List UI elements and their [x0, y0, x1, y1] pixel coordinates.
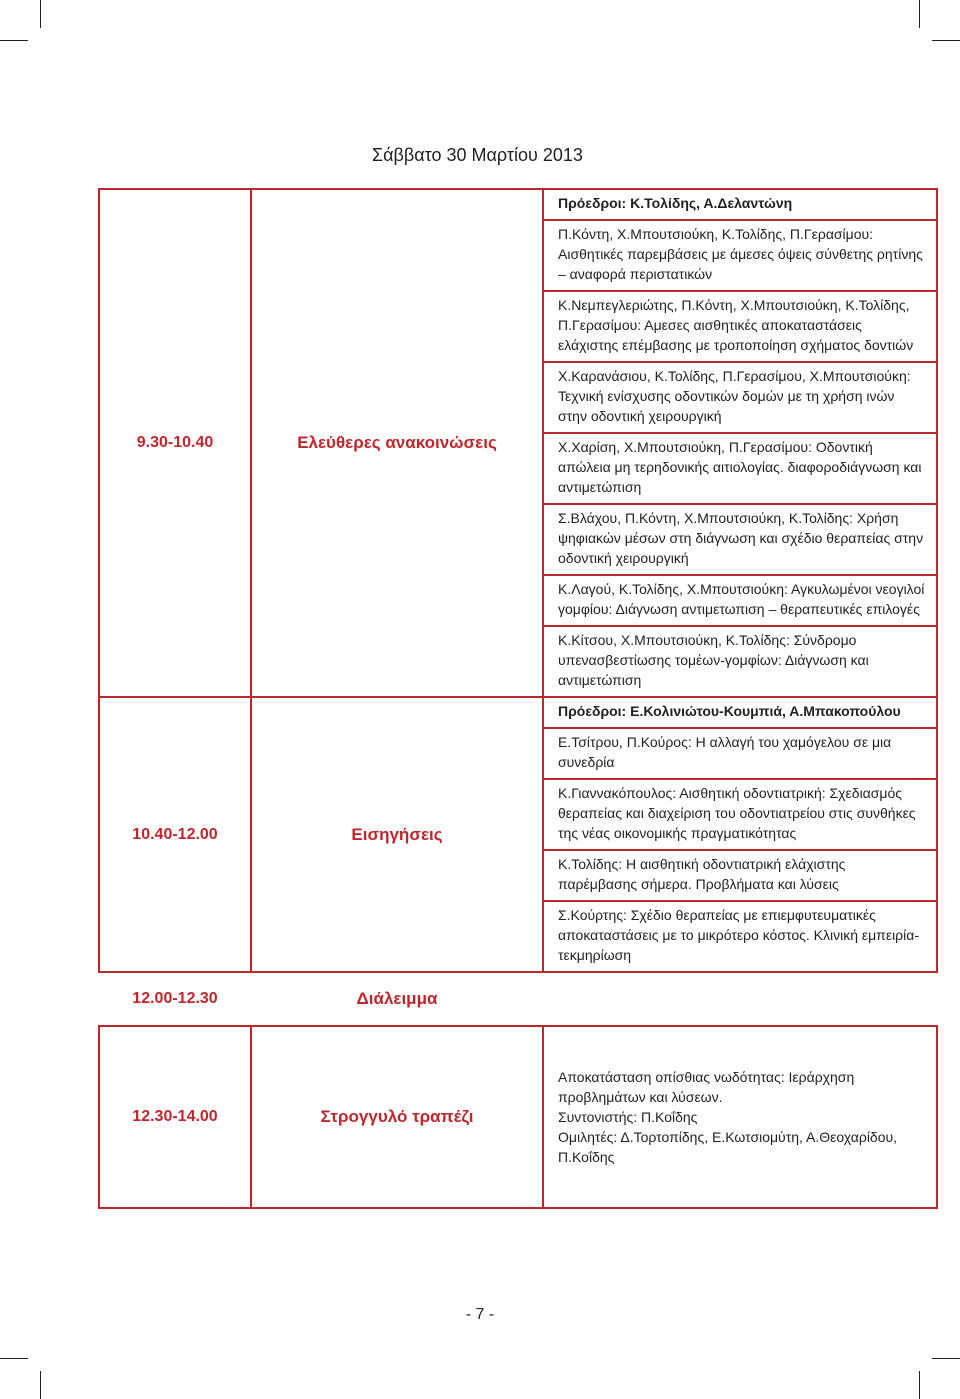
block-session: Ελεύθερες ανακοινώσεις [251, 189, 543, 697]
crop-mark-bottom-left [40, 1371, 41, 1399]
crop-mark-top-left [40, 0, 41, 28]
block-time: 9.30-10.40 [99, 189, 251, 697]
talk-item: Κ.Λαγού, Κ.Τολίδης, Χ.Μπουτσιούκη: Αγκυλωμένοι νεογιλοί γομφίου: Διάγνωση αντιμετωπιση – θεραπευτικές επιλογές [544, 576, 936, 627]
break-label: Διάλειμμα [356, 989, 438, 1008]
block-time: 12.30-14.00 [99, 1026, 251, 1208]
talk-item: Χ.Καρανάσιου, Κ.Τολίδης, Π.Γερασίμου, Χ.Μπουτσιούκη: Τεχνική ενίσχυσης οδοντικών δομών με τη χρήση ινών στην οδοντική χειρουργική [544, 363, 936, 434]
talk-item: Π.Κόντη, Χ.Μπουτσιούκη, Κ.Τολίδης, Π.Γερασίμου: Αισθητικές παρεμβάσεις με άμεσες όψεις σύνθετης ρητίνης – αναφορά περιστατικών [544, 221, 936, 292]
crop-mark-bottom-right-h [932, 1358, 960, 1359]
schedule-block-free-communications [99, 189, 937, 697]
crop-mark-bottom-left-h [0, 1358, 28, 1359]
schedule-block-round-table [99, 1026, 937, 1208]
round-table-topic: Αποκατάσταση οπίσθιας νωδότητας: Ιεράρχηση προβλημάτων και λύσεων. [558, 1068, 855, 1105]
crop-mark-top-right [919, 0, 920, 28]
block-session: Εισηγήσεις [251, 697, 543, 972]
break-row [99, 972, 937, 1026]
block-items [543, 1026, 937, 1208]
talk-item: Σ.Κούρτης: Σχέδιο θεραπείας με επιεμφυτευματικές αποκαταστάσεις με το μικρότερο κόστος. Κλινική εμπειρία-τεκμηρίωση [558, 907, 920, 963]
round-table-coordinator: Συντονιστής: Π.Κοΐδης [558, 1108, 698, 1125]
block-time: 10.40-12.00 [99, 697, 251, 972]
block-items [543, 697, 937, 972]
chairs-line: Πρόεδροι: Κ.Τολίδης, Α.Δελαντώνη [544, 190, 936, 221]
block-session: Στρογγυλό τραπέζι [251, 1026, 543, 1208]
talk-item: Κ.Νεμπεγλεριώτης, Π.Κόντη, Χ.Μπουτσιούκη, Κ.Τολίδης, Π.Γερασίμου: Αμεσες αισθητικές αποκαταστάσεις ελάχιστης επέμβασης με τροποποίηση σχήματος δοντιών [544, 292, 936, 363]
page-date: Σάββατο 30 Μαρτίου 2013 [372, 145, 583, 165]
schedule-table [98, 188, 938, 1209]
round-table-speakers: Ομιλητές: Δ.Τορτοπίδης, Ε.Κωτσιομύτη, Α.Θεοχαρίδου, Π.Κοΐδης [558, 1128, 898, 1165]
block-items [543, 189, 937, 697]
page-number: - 7 - [465, 1306, 495, 1323]
crop-mark-top-left-h [0, 40, 28, 41]
break-time: 12.00-12.30 [132, 990, 218, 1007]
talk-item: Ε.Τσίτρου, Π.Κούρος: Η αλλαγή του χαμόγελου σε μια συνεδρία [544, 729, 936, 780]
talk-item: Χ.Χαρίση, Χ.Μπουτσιούκη, Π.Γερασίμου: Οδοντική απώλεια μη τερηδονικής αιτιολογίας. διαφοροδιάγνωση και αντιμετώπιση [544, 434, 936, 505]
crop-mark-bottom-right [919, 1371, 920, 1399]
round-table-details [544, 1060, 936, 1175]
chairs-line: Πρόεδροι: Ε.Κολινιώτου-Κουμπιά, Α.Μπακοπούλου [544, 698, 936, 729]
crop-mark-top-right-h [932, 40, 960, 41]
talk-item: Κ.Κίτσου, Χ.Μπουτσιούκη, Κ.Τολίδης: Σύνδρομο υπενασβεστίωσης τομέων-γομφίων: Διάγνωση και αντιμετώπιση [558, 632, 869, 688]
talk-item: Κ.Γιαννακόπουλος: Αισθητική οδοντιατρική: Σχεδιασμός θεραπείας και διαχείριση του οδοντιατρείου στις συνθήκες της νέας οικονομικής πραγματικότητας [544, 780, 936, 851]
talk-item: Σ.Βλάχου, Π.Κόντη, Χ.Μπουτσιούκη, Κ.Τολίδης: Χρήση ψηφιακών μέσων στη διάγνωση και σχέδιο θεραπείας στην οδοντική χειρουργική [544, 505, 936, 576]
talk-item: Κ.Τολίδης: Η αισθητική οδοντιατρική ελάχιστης παρέμβασης σήμερα. Προβλήματα και λύσεις [544, 851, 936, 902]
schedule-block-lectures [99, 697, 937, 972]
break-empty [543, 972, 937, 1026]
